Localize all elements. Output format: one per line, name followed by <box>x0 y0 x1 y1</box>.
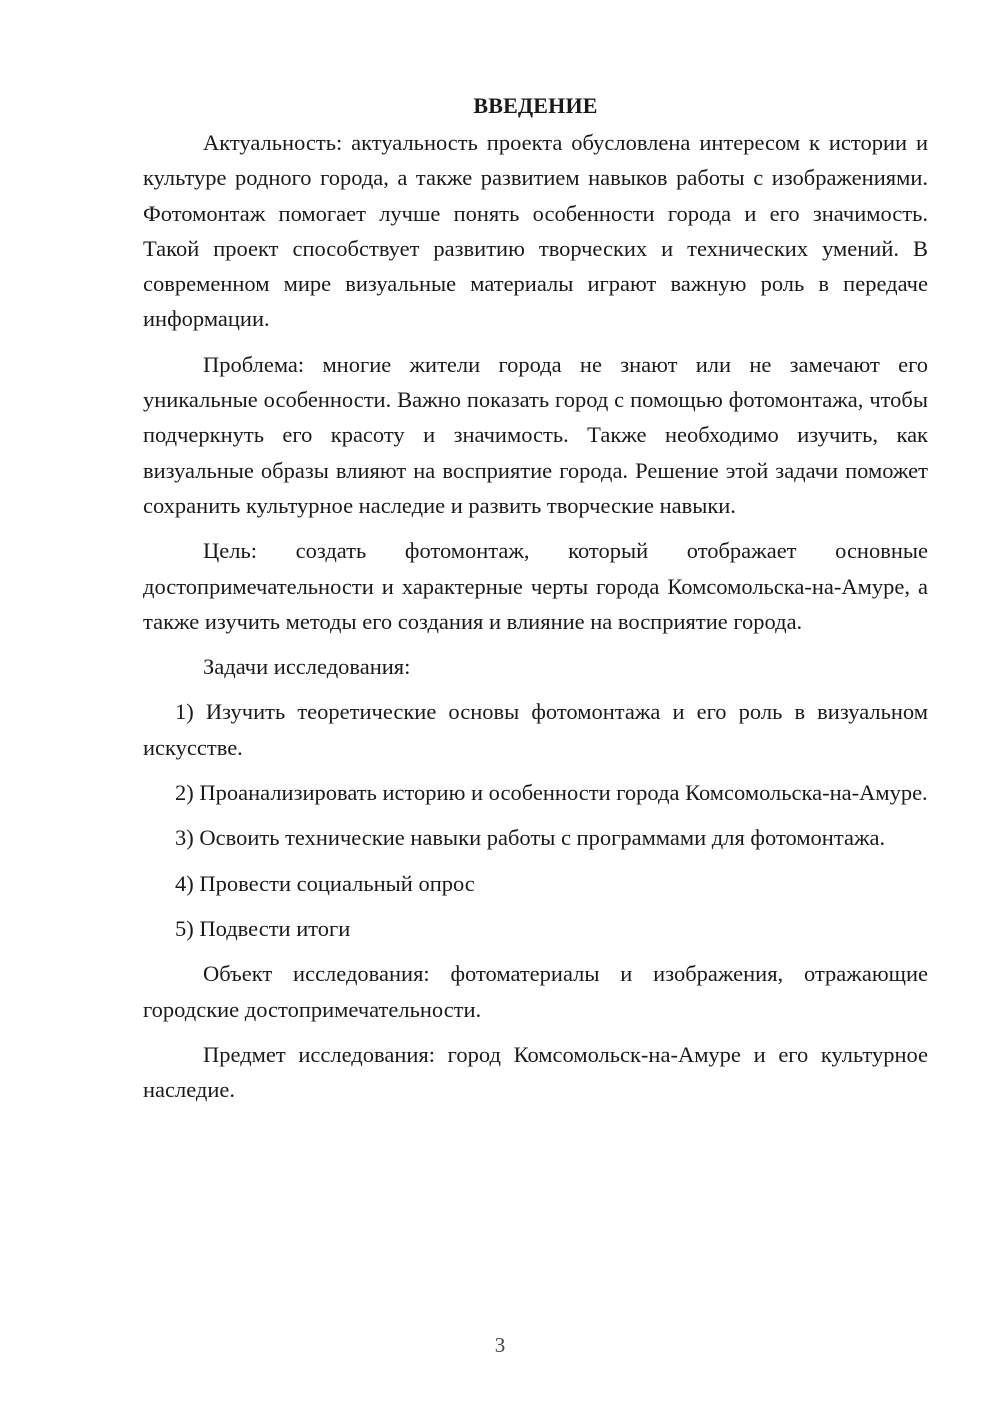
relevance-paragraph: Актуальность: актуальность проекта обусловлена интересом к истории и культуре родного города, а также развитием навыков работы с изображениями. Фотомонтаж помогает лучше понять особенности города и его значимость. Такой проект способствует развитию творческих и технических умений. В современном мире визуальные материалы играют важную роль в передаче информации. <box>143 130 928 332</box>
goal-paragraph: Цель: создать фотомонтаж, который отображает основные достопримечательности и характерные черты города Комсомольска-на-Амуре, а также изучить методы его создания и влияние на восприятие города. <box>143 538 928 634</box>
object-paragraph: Объект исследования: фотоматериалы и изображения, отражающие городские достопримечательности. <box>143 961 928 1022</box>
problem-paragraph: Проблема: многие жители города не знают или не замечают его уникальные особенности. Важно показать город с помощью фотомонтажа, чтобы подчеркнуть его красоту и значимость. Также необходимо изучить, как визуальные образы влияют на восприятие города. Решение этой задачи поможет сохранить культурное наследие и развить творческие навыки. <box>143 351 928 518</box>
task-item-2: 2) Проанализировать историю и особенности города Комсомольска-на-Амуре. <box>175 780 928 806</box>
page-number: 3 <box>494 1333 506 1357</box>
section-title: ВВЕДЕНИЕ <box>473 93 598 118</box>
task-item-5: 5) Подвести итоги <box>175 915 351 941</box>
tasks-heading: Задачи исследования: <box>203 654 411 680</box>
task-item-4: 4) Провести социальный опрос <box>175 870 475 896</box>
task-item-3: 3) Освоить технические навыки работы с программами для фотомонтажа. <box>175 825 886 851</box>
subject-paragraph: Предмет исследования: город Комсомольск-на-Амуре и его культурное наследие. <box>143 1041 928 1103</box>
task-item-1: 1) Изучить теоретические основы фотомонтажа и его роль в визуальном искусстве. <box>143 699 928 760</box>
document-page <box>143 88 928 1117</box>
